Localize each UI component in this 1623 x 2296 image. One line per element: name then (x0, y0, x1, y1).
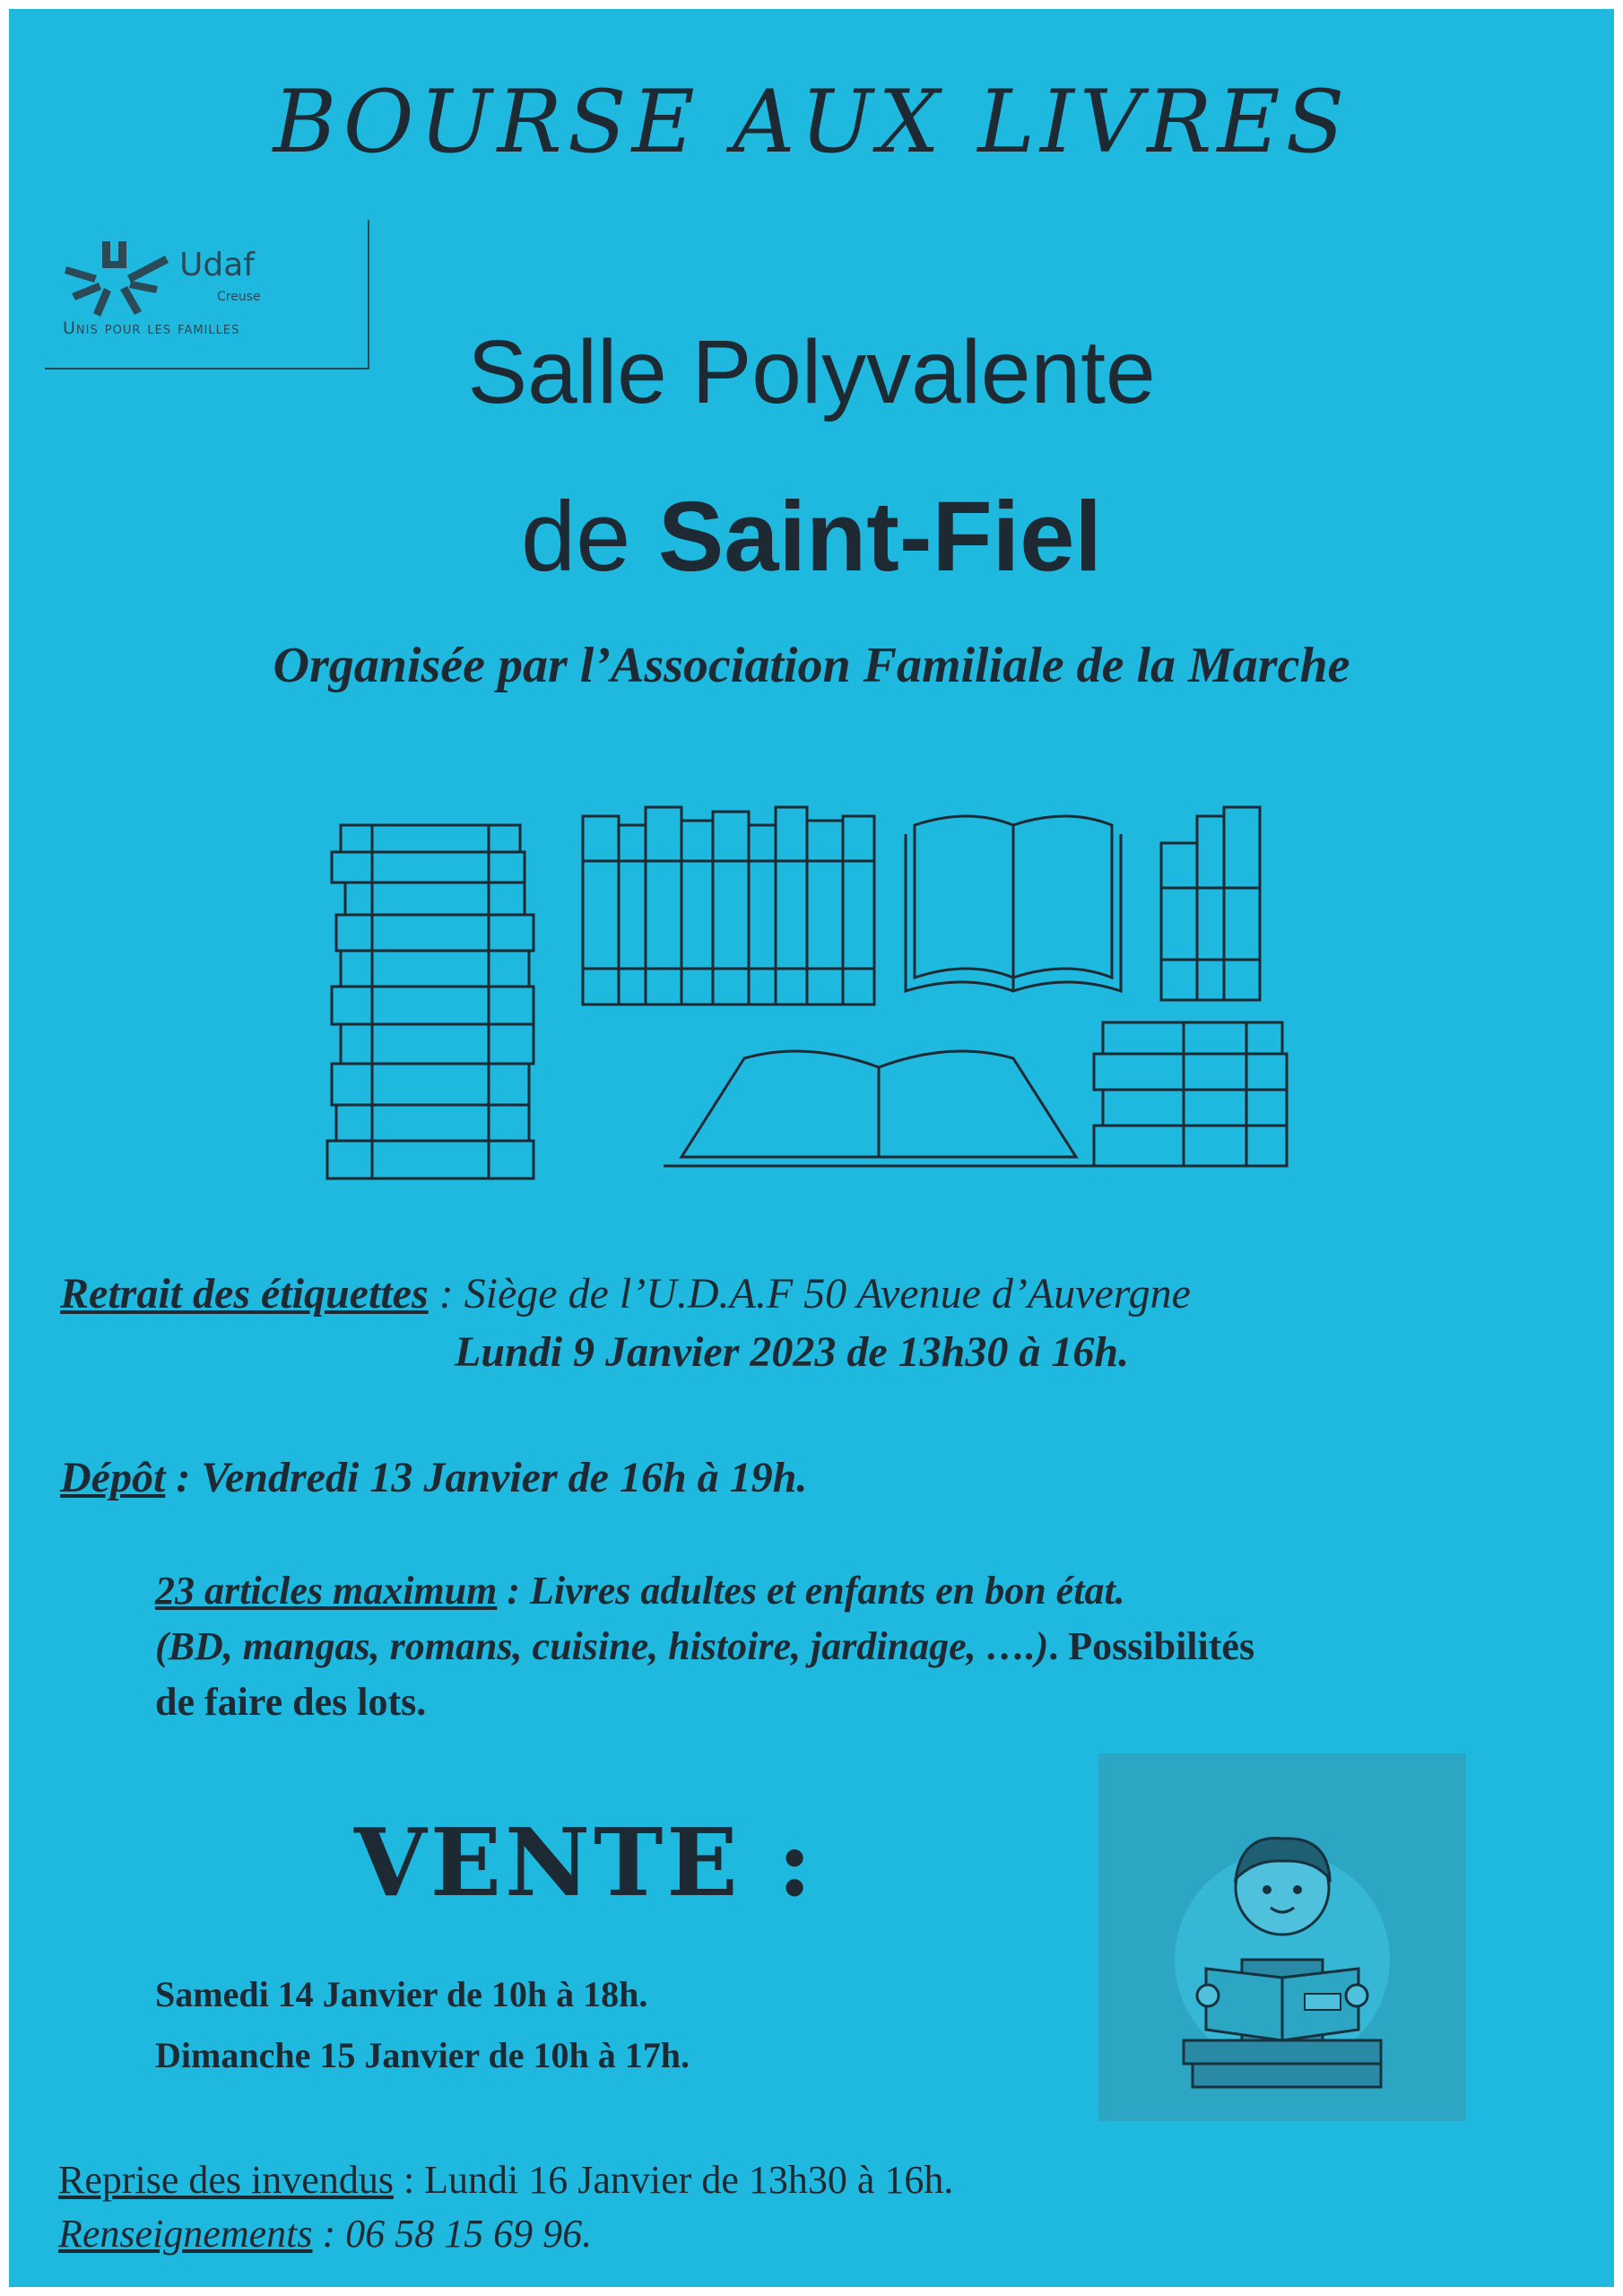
venue-line-2 (9, 480, 1614, 594)
organizer: Organisée par l’Association Familiale de la Marche (273, 638, 1350, 693)
retrait-line (60, 1269, 1191, 1318)
articles-line-1 (155, 1568, 1125, 1613)
depot-text: : Vendredi 13 Janvier de 16h à 19h. (165, 1454, 808, 1501)
logo-name: Udaf (179, 247, 255, 283)
vente-heading: VENTE : (354, 1807, 816, 1918)
venue-town: Saint-Fiel (657, 482, 1102, 592)
depot-line (60, 1453, 807, 1502)
reprise-text: : Lundi 16 Janvier de 13h30 à 16h. (393, 2158, 954, 2202)
retrait-place: Siège de l’U.D.A.F 50 Avenue d’Auvergne (464, 1270, 1191, 1318)
child-reading-icon (1098, 1753, 1466, 2121)
book-row-icon (583, 807, 874, 1004)
book-stack-right-icon (1094, 1022, 1287, 1166)
vente-saturday: Samedi 14 Janvier de 10h à 18h. (155, 1974, 648, 2014)
poster (9, 9, 1614, 2287)
logo-sub: Creuse (217, 290, 261, 304)
book-row-small-icon (1161, 807, 1260, 1000)
renseignements-line (58, 2211, 592, 2257)
child-reading-illustration (1098, 1753, 1466, 2121)
reprise-label: Reprise des invendus (58, 2158, 394, 2202)
poster-title: BOURSE AUX LIVRES (273, 72, 1350, 172)
articles-label: 23 articles maximum (155, 1569, 498, 1613)
reprise-line (58, 2157, 953, 2203)
retrait-when: Lundi 9 Janvier 2023 de 13h30 à 16h. (455, 1328, 1130, 1376)
vente-sunday: Dimanche 15 Janvier de 10h à 17h. (155, 2035, 690, 2075)
articles-line2a: (BD, mangas, romans, cuisine, histoire, jardinage, ….) (155, 1624, 1049, 1668)
venue-prefix: de (521, 482, 658, 592)
renseignements-label: Renseignements (58, 2212, 313, 2256)
depot-label: Dépôt (60, 1454, 166, 1501)
udaf-logo-icon (65, 239, 172, 320)
open-book-icon (906, 816, 1121, 991)
books-illustration (323, 798, 1309, 1193)
retrait-label: Retrait des étiquettes (60, 1270, 429, 1318)
venue-line-1: Salle Polyvalente (467, 322, 1156, 422)
retrait-sep: : (428, 1270, 464, 1318)
articles-line2b: . Possibilités (1048, 1624, 1255, 1668)
articles-line1: : Livres adultes et enfants en bon état. (497, 1569, 1125, 1613)
logo-tagline: Unis pour les familles (63, 318, 240, 338)
renseignements-text: : 06 58 15 69 96. (312, 2212, 593, 2256)
open-book-lying-icon (664, 1051, 1094, 1166)
book-stack-tall-icon (327, 825, 534, 1178)
articles-line-3: de faire des lots. (155, 1680, 427, 1724)
articles-line-2 (155, 1623, 1254, 1669)
